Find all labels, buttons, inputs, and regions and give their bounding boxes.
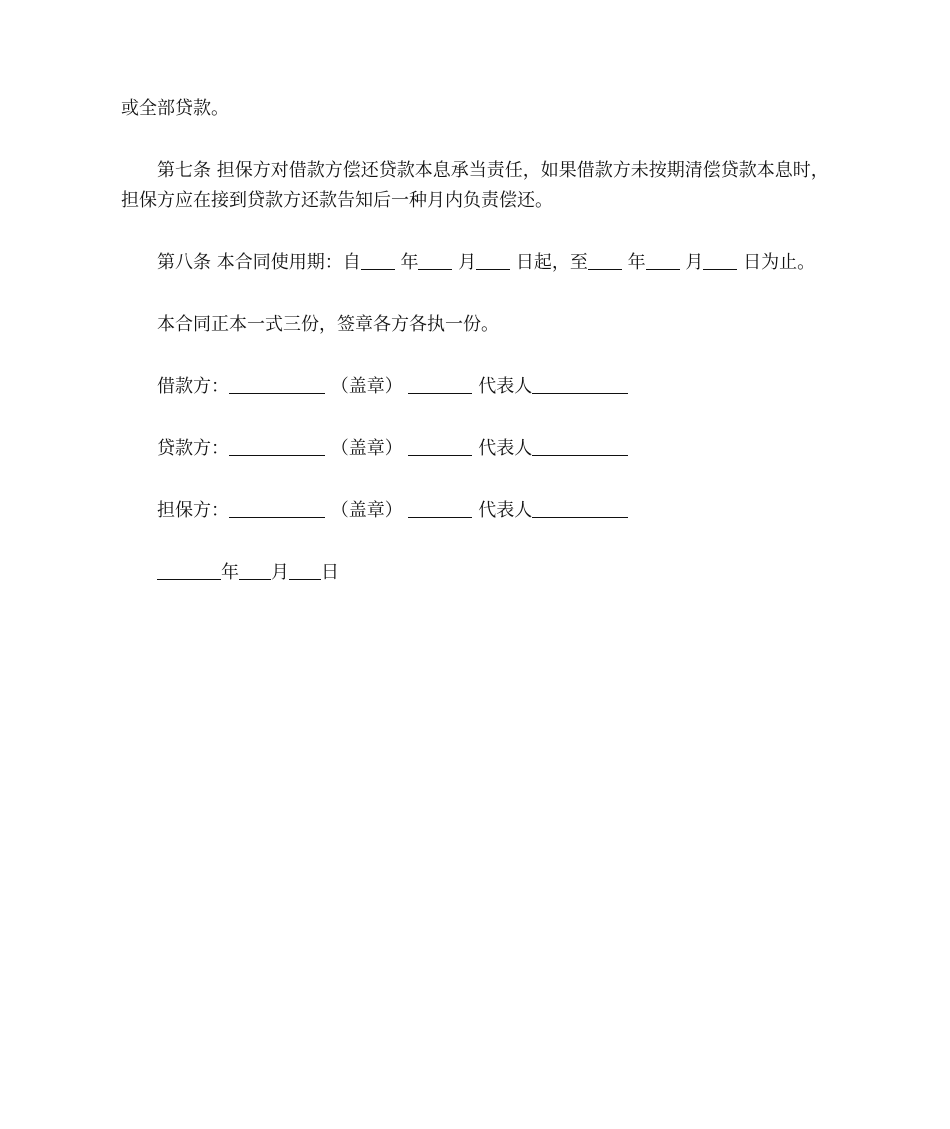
article-8-month-2: 月 [679, 252, 704, 273]
blank-field [408, 499, 472, 518]
blank-field [476, 251, 510, 270]
signature-line-lender [157, 436, 877, 462]
article-8-day-1: 日起，至 [510, 252, 588, 273]
representative-label: 代表人 [478, 438, 533, 459]
blank-field [229, 499, 325, 518]
blank-field [532, 499, 628, 518]
date-year: 年 [221, 562, 239, 583]
party-label: 贷款方： [157, 438, 229, 459]
party-label: 借款方： [157, 376, 229, 397]
party-label: 担保方： [157, 500, 229, 521]
article-7-line-2: 担保方应在接到贷款方还款告知后一种月内负责偿还。 [121, 190, 553, 211]
blank-field [646, 251, 680, 270]
seal-label: （盖章） [330, 500, 403, 521]
blank-field [408, 437, 472, 456]
article-7-line-1: 第七条 担保方对借款方偿还贷款本息承当责任，如果借款方未按期清偿贷款本息时， [157, 160, 829, 181]
blank-field [361, 251, 395, 270]
representative-label: 代表人 [478, 376, 533, 397]
blank-field [289, 561, 321, 580]
representative-label: 代表人 [478, 500, 533, 521]
article-8-prefix: 第八条 本合同使用期：自 [157, 252, 361, 273]
date-month: 月 [271, 562, 289, 583]
signature-line-guarantor [157, 498, 877, 524]
blank-field [703, 251, 737, 270]
seal-label: （盖章） [330, 438, 403, 459]
blank-field [229, 437, 325, 456]
seal-label: （盖章） [330, 376, 403, 397]
signature-line-borrower [157, 374, 877, 400]
blank-field [588, 251, 622, 270]
copies-clause: 本合同正本一式三份，签章各方各执一份。 [157, 314, 499, 335]
continuation-text: 或全部贷款。 [121, 98, 229, 119]
blank-field [229, 375, 325, 394]
signing-date [157, 560, 877, 586]
article-8-day-2: 日为止。 [737, 252, 816, 273]
blank-field [239, 561, 271, 580]
article-8 [157, 250, 877, 276]
date-day: 日 [321, 562, 339, 583]
blank-field [418, 251, 452, 270]
blank-field [157, 561, 221, 580]
blank-field [408, 375, 472, 394]
article-8-year-2: 年 [621, 252, 646, 273]
article-8-year-1: 年 [394, 252, 419, 273]
blank-field [532, 437, 628, 456]
blank-field [532, 375, 628, 394]
article-8-month-1: 月 [452, 252, 477, 273]
